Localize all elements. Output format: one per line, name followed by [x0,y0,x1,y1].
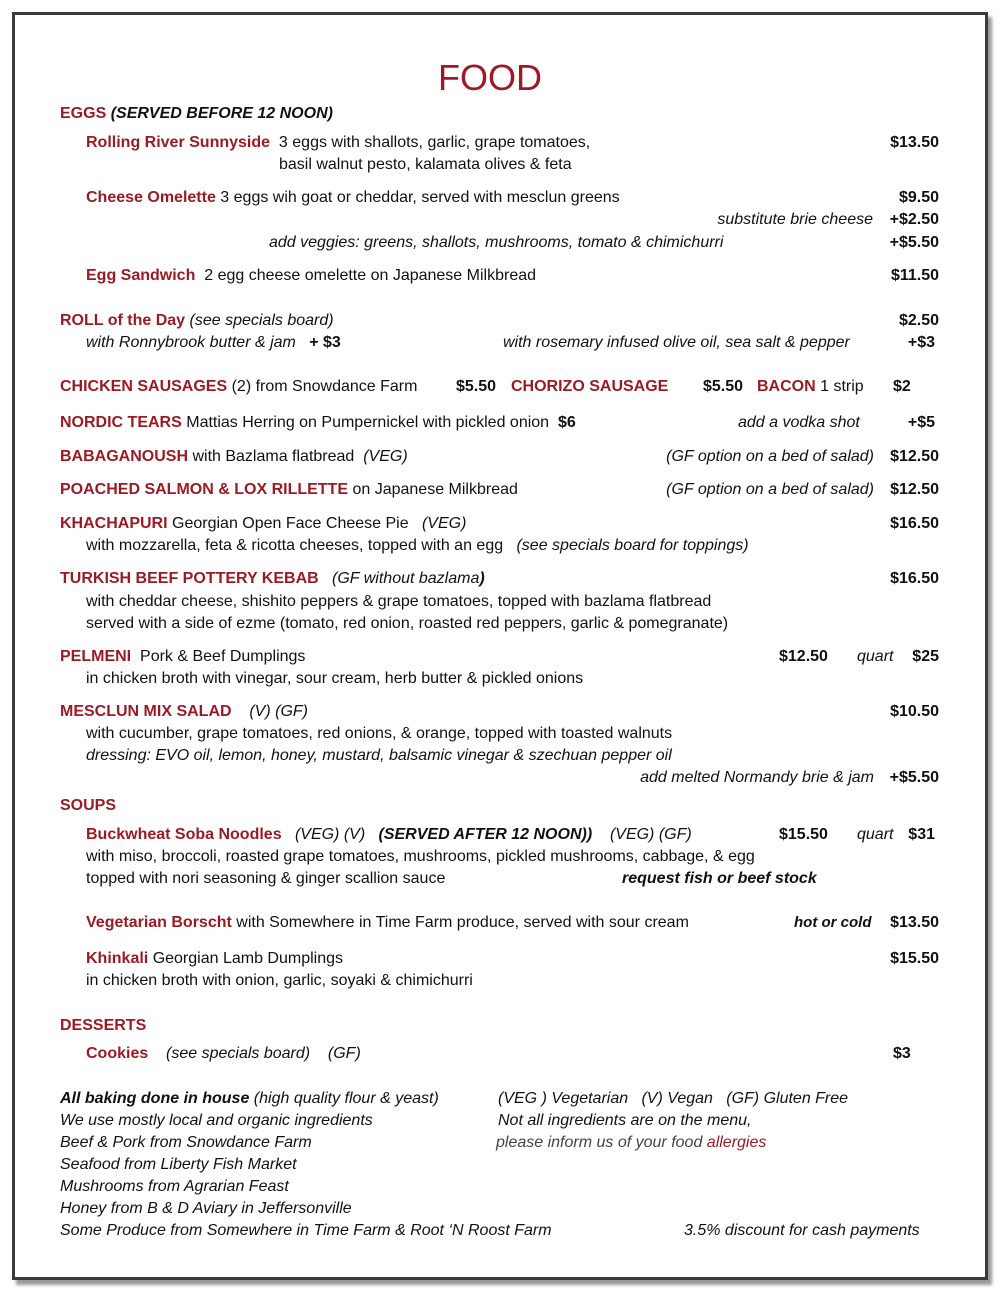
veggies-option: add veggies: greens, shallots, mushrooms, tomato & chimichurri [269,234,724,251]
nordic-tears-item: NORDIC TEARS Mattias Herring on Pumpernickel with pickled onion $6 [60,414,576,431]
footer-allergies-note: please inform us of your food allergies [496,1134,767,1151]
desserts-header: DESSERTS [60,1017,147,1034]
roll-oil-option: with rosemary infused olive oil, sea salt & pepper [503,334,850,351]
pelmeni-price: $12.50 [779,648,828,665]
chorizo-price: $5.50 [703,378,744,395]
soba-stock-note: request fish or beef stock [622,870,817,887]
egg-sandwich-item: Egg Sandwich 2 egg cheese omelette on Japanese Milkbread [86,267,537,284]
babaganoush-item: BABAGANOUSH with Bazlama flatbread (VEG) [60,448,408,465]
khachapuri-price: $16.50 [890,515,939,532]
soba-item: Buckwheat Soba Noodles (VEG) (V) (SERVED AFTER 12 NOON)) (VEG) (GF) [86,826,692,843]
salmon-gf: (GF option on a bed of salad) [666,481,874,498]
brie-price: +$2.50 [889,211,939,228]
bacon-price: $2 [893,378,911,395]
salmon-price: $12.50 [890,481,939,498]
footer-local: We use mostly local and organic ingredients [60,1112,373,1129]
soups-header: SOUPS [60,797,117,814]
footer-baking: All baking done in house (high quality flour & yeast) [60,1090,439,1107]
salmon-item: POACHED SALMON & LOX RILLETTE on Japanese Milkbread [60,481,518,498]
chicken-sausages-price: $5.50 [456,378,497,395]
brie-option: substitute brie cheese [717,211,873,228]
soba-quart-price: $31 [908,826,935,843]
footer-discount: 3.5% discount for cash payments [684,1222,920,1239]
khinkali-desc: in chicken broth with onion, garlic, soyaki & chimichurri [86,972,473,989]
khachapuri-desc: with mozzarella, feta & ricotta cheeses, topped with an egg (see specials board for toppings) [86,537,749,554]
babaganoush-price: $12.50 [890,448,939,465]
kebab-item: TURKISH BEEF POTTERY KEBAB (GF without bazlama) [60,570,485,587]
egg-sandwich-price: $11.50 [890,267,939,284]
footer-legend: (VEG ) Vegetarian (V) Vegan (GF) Gluten Free [498,1090,849,1107]
veggies-price: +$5.50 [889,234,939,251]
kebab-price: $16.50 [890,570,939,587]
roll-item: ROLL of the Day (see specials board) [60,312,334,329]
bacon-item: BACON 1 strip [757,378,864,395]
soba-quart-label: quart [857,826,894,843]
khachapuri-item: KHACHAPURI Georgian Open Face Cheese Pie (VEG) [60,515,467,532]
salad-dressing: dressing: EVO oil, lemon, honey, mustard, balsamic vinegar & szechuan pepper oil [86,747,672,764]
salad-price: $10.50 [890,703,939,720]
salad-desc: with cucumber, grape tomatoes, red onions, & orange, topped with toasted walnuts [86,725,673,742]
roll-butter-option: with Ronnybrook butter & jam + $3 [86,334,341,351]
cookies-item: Cookies (see specials board) (GF) [86,1045,361,1062]
footer-seafood: Seafood from Liberty Fish Market [60,1156,297,1173]
khinkali-item: Khinkali Georgian Lamb Dumplings [86,950,344,967]
page-title: FOOD [438,57,542,98]
roll-price: $2.50 [898,312,939,329]
pelmeni-desc: in chicken broth with vinegar, sour cream, herb butter & pickled onions [86,670,584,687]
omelette-price: $9.50 [898,189,939,206]
kebab-desc-1: with cheddar cheese, shishito peppers & grape tomatoes, topped with bazlama flatbread [86,593,712,610]
pelmeni-quart-label: quart [857,648,894,665]
vodka-option: add a vodka shot [738,414,860,431]
chorizo-name: CHORIZO SAUSAGE [511,378,669,395]
sunnyside-item: Rolling River Sunnyside 3 eggs with shallots, garlic, grape tomatoes, [86,134,591,151]
borscht-item: Vegetarian Borscht with Somewhere in Time Farm produce, served with sour cream [86,914,689,931]
borscht-price: $13.50 [890,914,939,931]
eggs-header: EGGS (SERVED BEFORE 12 NOON) [60,105,333,122]
salad-item: MESCLUN MIX SALAD (V) (GF) [60,703,308,720]
sunnyside-price: $13.50 [890,134,939,151]
sunnyside-desc: basil walnut pesto, kalamata olives & feta [279,156,572,173]
omelette-item: Cheese Omelette 3 eggs wih goat or cheddar, served with mesclun greens [86,189,620,206]
chicken-sausages-item: CHICKEN SAUSAGES (2) from Snowdance Farm [60,378,418,395]
pelmeni-item: PELMENI Pork & Beef Dumplings [60,648,306,665]
footer-honey: Honey from B & D Aviary in Jeffersonville [60,1200,352,1217]
babaganoush-gf: (GF option on a bed of salad) [666,448,874,465]
khinkali-price: $15.50 [890,950,939,967]
soba-price: $15.50 [779,826,828,843]
kebab-desc-2: served with a side of ezme (tomato, red onion, roasted red peppers, garlic & pomegranate) [86,615,729,632]
soba-desc-2: topped with nori seasoning & ginger scallion sauce [86,870,446,887]
cookies-price: $3 [893,1045,911,1062]
footer-mushrooms: Mushrooms from Agrarian Feast [60,1178,289,1195]
vodka-price: +$5 [907,414,935,431]
borscht-temp: hot or cold [794,914,872,931]
pelmeni-quart-price: $25 [912,648,939,665]
soba-desc-1: with miso, broccoli, roasted grape tomatoes, mushrooms, pickled mushrooms, cabbage, & egg [86,848,755,865]
salad-brie-price: +$5.50 [889,769,939,786]
roll-oil-price: +$3 [907,334,935,351]
footer-beef: Beef & Pork from Snowdance Farm [60,1134,312,1151]
footer-not-all: Not all ingredients are on the menu, [498,1112,752,1129]
footer-produce: Some Produce from Somewhere in Time Farm & Root ‘N Roost Farm [60,1222,552,1239]
salad-brie-option: add melted Normandy brie & jam [640,769,874,786]
